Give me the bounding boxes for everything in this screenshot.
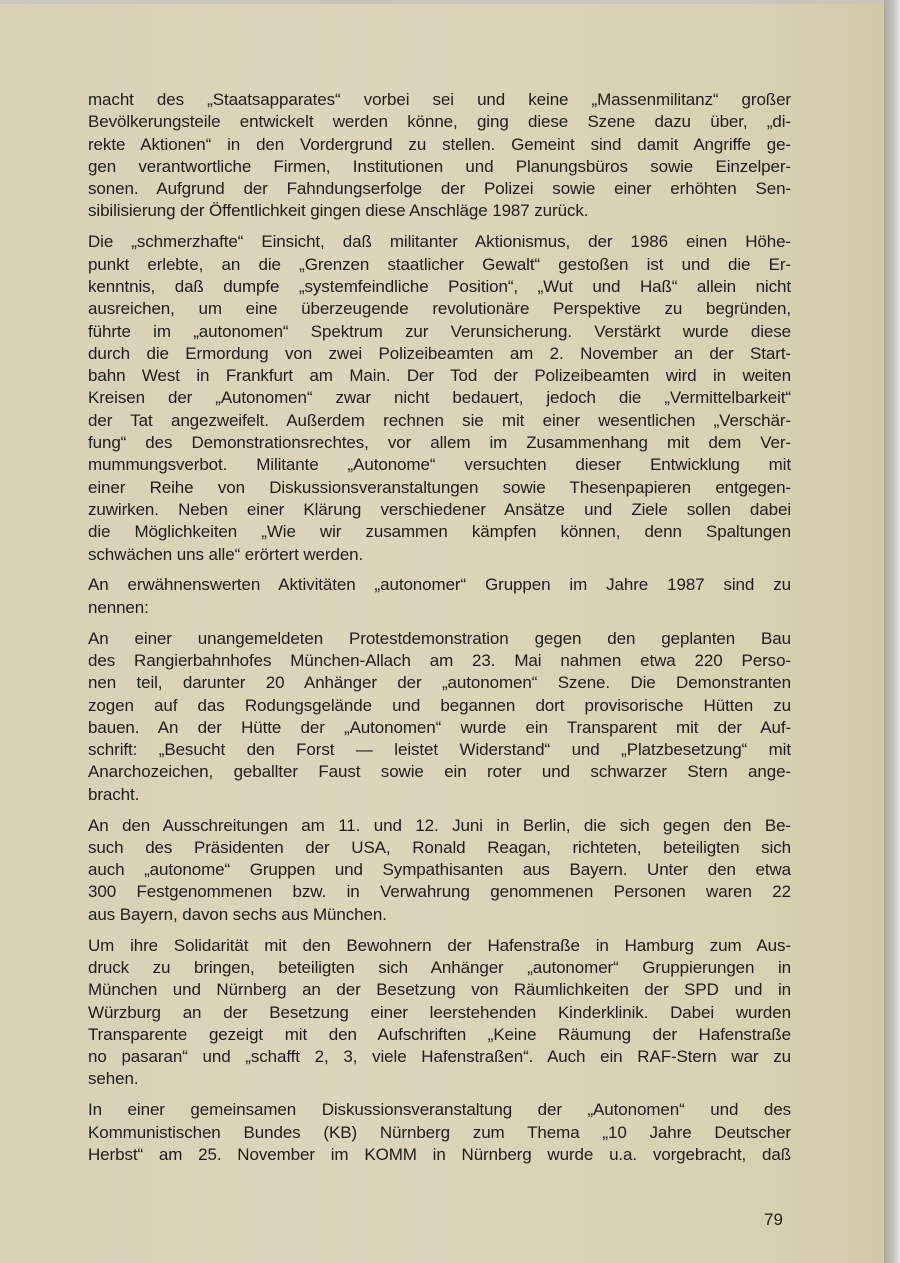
text-line: bracht.	[88, 784, 140, 804]
text-line: durch die Ermordung von zwei Polizeibeamten am 2. November an der Start-	[88, 343, 791, 363]
paragraph	[88, 231, 791, 565]
text-line: punkt erlebte, an die „Grenzen staatlicher Gewalt“ gestoßen ist und die Er-	[88, 254, 791, 274]
text-line: An einer unangemeldeten Protestdemonstration gegen den geplanten Bau	[88, 628, 791, 648]
text-line: gen verantwortliche Firmen, Institutionen und Planungsbüros sowie Einzelper-	[88, 156, 791, 176]
text-line: führte im „autonomen“ Spektrum zur Verunsicherung. Verstärkt wurde diese	[88, 321, 791, 341]
text-line: der Tat angezweifelt. Außerdem rechnen sie mit einer wesentlichen „Verschär-	[88, 410, 791, 430]
text-line: Bevölkerungsteile entwickelt werden könne, ging diese Szene dazu über, „di-	[88, 112, 791, 132]
text-line: such des Präsidenten der USA, Ronald Reagan, richteten, beteiligten sich	[88, 837, 791, 857]
body-text	[88, 89, 791, 1175]
text-line: In einer gemeinsamen Diskussionsveranstaltung der „Autonomen“ und des	[88, 1100, 791, 1120]
text-line: Herbst“ am 25. November im KOMM in Nürnberg wurde u.a. vorgebracht, daß	[88, 1144, 791, 1164]
text-line: bahn West in Frankfurt am Main. Der Tod der Polizeibeamten wird in weiten	[88, 366, 791, 386]
text-line: Kommunistischen Bundes (KB) Nürnberg zum Thema „10 Jahre Deutscher	[88, 1122, 791, 1142]
text-line: schrift: „Besucht den Forst — leistet Widerstand“ und „Platzbesetzung“ mit	[88, 740, 791, 760]
text-line: des Rangierbahnhofes München-Allach am 23. Mai nahmen etwa 220 Perso-	[88, 650, 791, 670]
text-line: sonen. Aufgrund der Fahndungserfolge der Polizei sowie einer erhöhten Sen-	[88, 179, 791, 199]
text-line: aus Bayern, davon sechs aus München.	[88, 904, 387, 924]
text-line: einer Reihe von Diskussionsveranstaltungen sowie Thesenpapieren entgegen-	[88, 477, 791, 497]
paragraph	[88, 89, 791, 223]
page-number: 79	[764, 1210, 783, 1229]
paragraph	[88, 628, 791, 806]
text-line: druck zu bringen, beteiligten sich Anhänger „autonomer“ Gruppierungen in	[88, 957, 791, 977]
text-line: fung“ des Demonstrationsrechtes, vor allem im Zusammenhang mit dem Ver-	[88, 433, 791, 453]
text-line: nennen:	[88, 597, 149, 617]
text-line: Transparente gezeigt mit den Aufschriften „Keine Räumung der Hafenstraße	[88, 1024, 791, 1044]
text-line: die Möglichkeiten „Wie wir zusammen kämpfen können, denn Spaltungen	[88, 522, 791, 542]
text-line: Anarchozeichen, geballter Faust sowie ein roter und schwarzer Stern ange-	[88, 762, 791, 782]
text-line: sibilisierung der Öffentlichkeit gingen diese Anschläge 1987 zurück.	[88, 201, 589, 221]
text-line: mummungsverbot. Militante „Autonome“ versuchten dieser Entwicklung mit	[88, 455, 791, 475]
text-line: kenntnis, daß dumpfe „systemfeindliche Position“, „Wut und Haß“ allein nicht	[88, 276, 791, 296]
text-line: bauen. An der Hütte der „Autonomen“ wurde ein Transparent mit der Auf-	[88, 717, 791, 737]
text-line: zuwirken. Neben einer Klärung verschiedener Ansätze und Ziele sollen dabei	[88, 499, 791, 519]
page-edge-shadow	[884, 0, 900, 1263]
text-line: macht des „Staatsapparates“ vorbei sei und keine „Massenmilitanz“ großer	[88, 90, 791, 109]
text-line: Kreisen der „Autonomen“ zwar nicht bedauert, jedoch die „Vermittelbarkeit“	[88, 388, 791, 408]
text-line: no pasaran“ und „schafft 2, 3, viele Hafenstraßen“. Auch ein RAF-Stern war zu	[88, 1047, 791, 1067]
text-line: Die „schmerzhafte“ Einsicht, daß militanter Aktionismus, der 1986 einen Höhe-	[88, 232, 791, 252]
paragraph	[88, 1099, 791, 1166]
text-line: Um ihre Solidarität mit den Bewohnern der Hafenstraße in Hamburg zum Aus-	[88, 935, 791, 955]
text-line: Würzburg an der Besetzung einer leerstehenden Kinderklinik. Dabei wurden	[88, 1002, 791, 1022]
paragraph	[88, 935, 791, 1091]
text-line: sehen.	[88, 1069, 139, 1089]
text-line: München und Nürnberg an der Besetzung von Räumlichkeiten der SPD und in	[88, 980, 791, 1000]
text-line: An den Ausschreitungen am 11. und 12. Juni in Berlin, die sich gegen den Be-	[88, 815, 791, 835]
text-line: 300 Festgenommenen bzw. in Verwahrung genommenen Personen waren 22	[88, 882, 791, 902]
paragraph	[88, 815, 791, 926]
text-line: nen teil, darunter 20 Anhänger der „autonomen“ Szene. Die Demonstranten	[88, 673, 791, 693]
text-line: zogen auf das Rodungsgelände und begannen dort provisorische Hütten zu	[88, 695, 791, 715]
paragraph	[88, 574, 791, 619]
text-line: auch „autonome“ Gruppen und Sympathisanten aus Bayern. Unter den etwa	[88, 860, 791, 880]
text-line: ausreichen, um eine überzeugende revolutionäre Perspektive zu begründen,	[88, 299, 791, 319]
text-line: rekte Aktionen“ in den Vordergrund zu stellen. Gemeint sind damit Angriffe ge-	[88, 134, 791, 154]
text-line: schwächen uns alle“ erörtert werden.	[88, 544, 364, 564]
text-line: An erwähnenswerten Aktivitäten „autonomer“ Gruppen im Jahre 1987 sind zu	[88, 575, 791, 595]
